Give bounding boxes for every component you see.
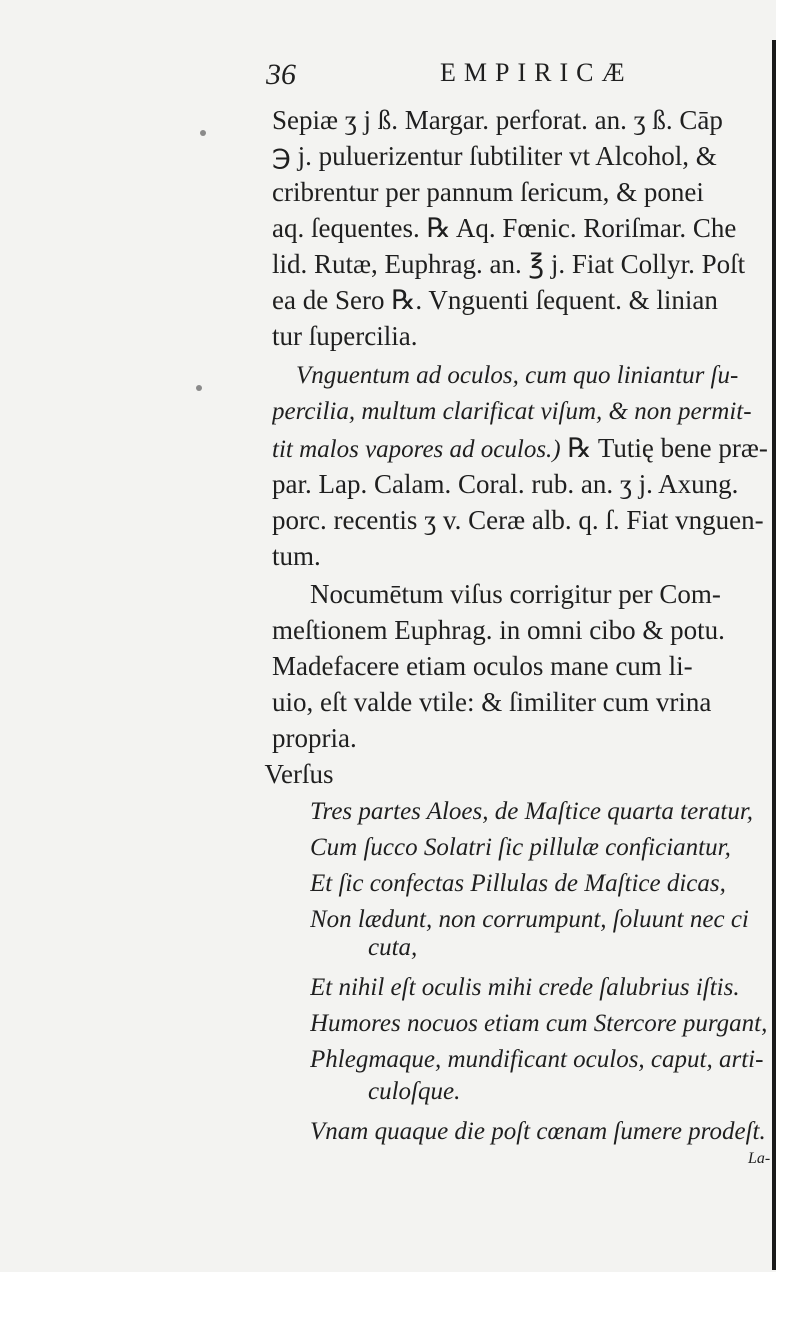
text-line: par. Lap. Calam. Coral. rub. an. ʒ j. Axung. bbox=[272, 469, 739, 499]
running-title: EMPIRICÆ bbox=[440, 58, 633, 87]
verse-line: Tres partes Aloes, de Maſtice quarta teratur, bbox=[310, 798, 754, 825]
text-line: Nocumētum viſus corrigitur per Com- bbox=[310, 579, 721, 609]
recipe-heading-line-mixed bbox=[272, 432, 768, 466]
recipe-heading-line: percilia, multum clarificat viſum, & non permit- bbox=[272, 398, 752, 425]
page-bottom-margin bbox=[0, 1272, 776, 1320]
text-line: ea de Sero ℞. Vnguenti ſequent. & linian bbox=[272, 285, 718, 315]
verse-line: Non lædunt, non corrumpunt, ſoluunt nec ci bbox=[310, 906, 749, 933]
ink-speck bbox=[196, 385, 202, 391]
text-line: Madefacere etiam oculos mane cum li- bbox=[272, 651, 693, 681]
catchword: La- bbox=[748, 1150, 771, 1167]
page-number: 36 bbox=[266, 58, 296, 91]
ink-speck bbox=[200, 130, 206, 136]
verse-line: Et ſic confectas Pillulas de Maſtice dicas, bbox=[310, 870, 726, 897]
text-line: ℈ j. puluerizentur ſubtiliter vt Alcohol, & bbox=[272, 141, 717, 171]
text-line: uio, eſt valde vtile: & ſimiliter cum vrina bbox=[272, 687, 712, 717]
verse-line-continued: cuta, bbox=[368, 934, 418, 961]
text-line: cribrentur per pannum ſericum, & ponei bbox=[272, 177, 704, 207]
recipe-heading-end: tit malos vapores ad oculos.) bbox=[272, 436, 561, 463]
verse-line-continued: culoſque. bbox=[368, 1078, 461, 1105]
recipe-heading-line: Vnguentum ad oculos, cum quo liniantur ſu- bbox=[296, 362, 739, 389]
text-line: tum. bbox=[272, 541, 321, 571]
text-line: aq. ſequentes. ℞ Aq. Fœnic. Roriſmar. Che bbox=[272, 213, 737, 243]
verse-line: Vnam quaque die poſt cœnam ſumere prodeſt. bbox=[310, 1118, 766, 1145]
verse-line: Cum ſucco Solatri ſic pillulæ conficiantur, bbox=[310, 834, 731, 861]
verse-heading: Verſus bbox=[264, 759, 334, 789]
text-line: tur ſupercilia. bbox=[272, 321, 418, 351]
text-line: propria. bbox=[272, 723, 357, 753]
text-line: Sepiæ ʒ j ß. Margar. perforat. an. ʒ ß. Cāp bbox=[272, 105, 723, 135]
text-line: porc. recentis ʒ v. Ceræ alb. q. ſ. Fiat vnguen- bbox=[272, 505, 764, 535]
recipe-start: ℞ Tutię bene præ- bbox=[560, 433, 768, 463]
text-line: meſtionem Euphrag. in omni cibo & potu. bbox=[272, 615, 725, 645]
text-line: lid. Rutæ, Euphrag. an. ℥ j. Fiat Collyr. Poſt bbox=[272, 249, 746, 279]
verse-line: Phlegmaque, mundificant oculos, caput, arti- bbox=[310, 1046, 764, 1073]
verse-line: Humores nocuos etiam cum Stercore purgant, bbox=[310, 1010, 768, 1037]
scan-margin bbox=[776, 0, 800, 1320]
running-head bbox=[266, 58, 776, 98]
verse-line: Et nihil eſt oculis mihi crede ſalubrius iſtis. bbox=[310, 974, 740, 1001]
